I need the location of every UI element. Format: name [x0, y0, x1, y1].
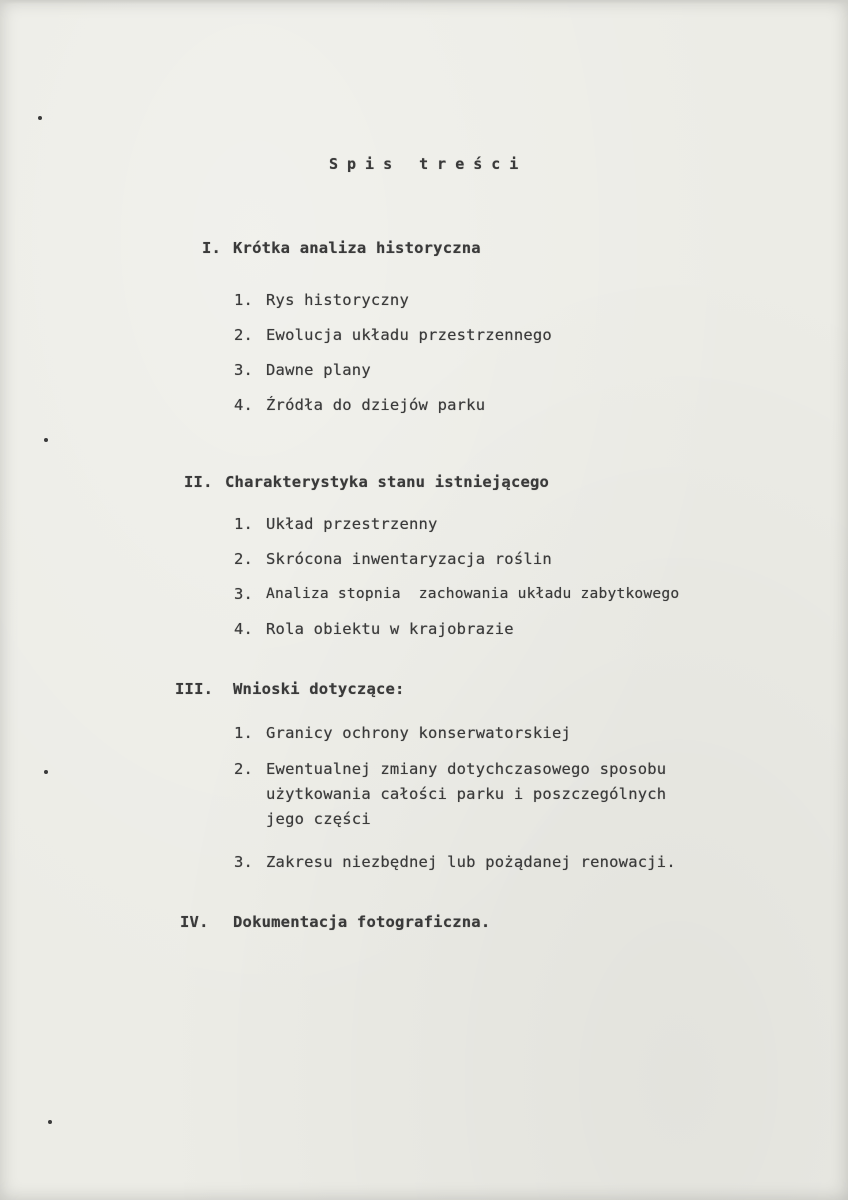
item-number: 4.: [234, 396, 254, 414]
item-number: 3.: [234, 853, 254, 871]
item-number: 4.: [234, 620, 254, 638]
item-text-line: jego części: [266, 810, 371, 828]
item-text: Skrócona inwentaryzacja roślin: [266, 550, 552, 568]
item-text: Rys historyczny: [266, 291, 409, 309]
page-edge: [0, 0, 848, 4]
section-heading: Dokumentacja fotograficzna.: [233, 913, 491, 931]
margin-mark: [44, 770, 48, 774]
item-text-line: użytkowania całości parku i poszczególnych: [266, 785, 667, 803]
section-heading: Krótka analiza historyczna: [233, 239, 481, 257]
item-number: 2.: [234, 326, 254, 344]
section-heading: Charakterystyka stanu istniejącego: [225, 473, 550, 491]
section-numeral: I.: [202, 239, 222, 257]
item-text: Zakresu niezbędnej lub pożądanej renowacji.: [266, 853, 676, 871]
item-text: Ewolucja układu przestrzennego: [266, 326, 552, 344]
margin-mark: [44, 438, 48, 442]
item-text: Analiza stopnia zachowania układu zabytkowego: [266, 585, 680, 602]
item-text: Układ przestrzenny: [266, 515, 438, 533]
item-number: 1.: [234, 291, 254, 309]
item-number: 2.: [234, 760, 254, 778]
item-text: Rola obiektu w krajobrazie: [266, 620, 514, 638]
page-title: Spis treści: [329, 155, 528, 173]
item-number: 2.: [234, 550, 254, 568]
margin-mark: [48, 1120, 52, 1124]
section-numeral: III.: [175, 680, 214, 698]
item-text-line: Ewentualnej zmiany dotychczasowego sposobu: [266, 760, 667, 778]
section-heading: Wnioski dotyczące:: [233, 680, 405, 698]
item-text: Dawne plany: [266, 361, 371, 379]
section-numeral: II.: [184, 473, 213, 491]
section-numeral: IV.: [180, 913, 209, 931]
item-number: 1.: [234, 515, 254, 533]
item-text: Granicy ochrony konserwatorskiej: [266, 724, 572, 742]
item-number: 1.: [234, 724, 254, 742]
item-number: 3.: [234, 361, 254, 379]
item-text: Źródła do dziejów parku: [266, 396, 486, 414]
item-number: 3.: [234, 585, 254, 603]
margin-mark: [38, 116, 42, 120]
